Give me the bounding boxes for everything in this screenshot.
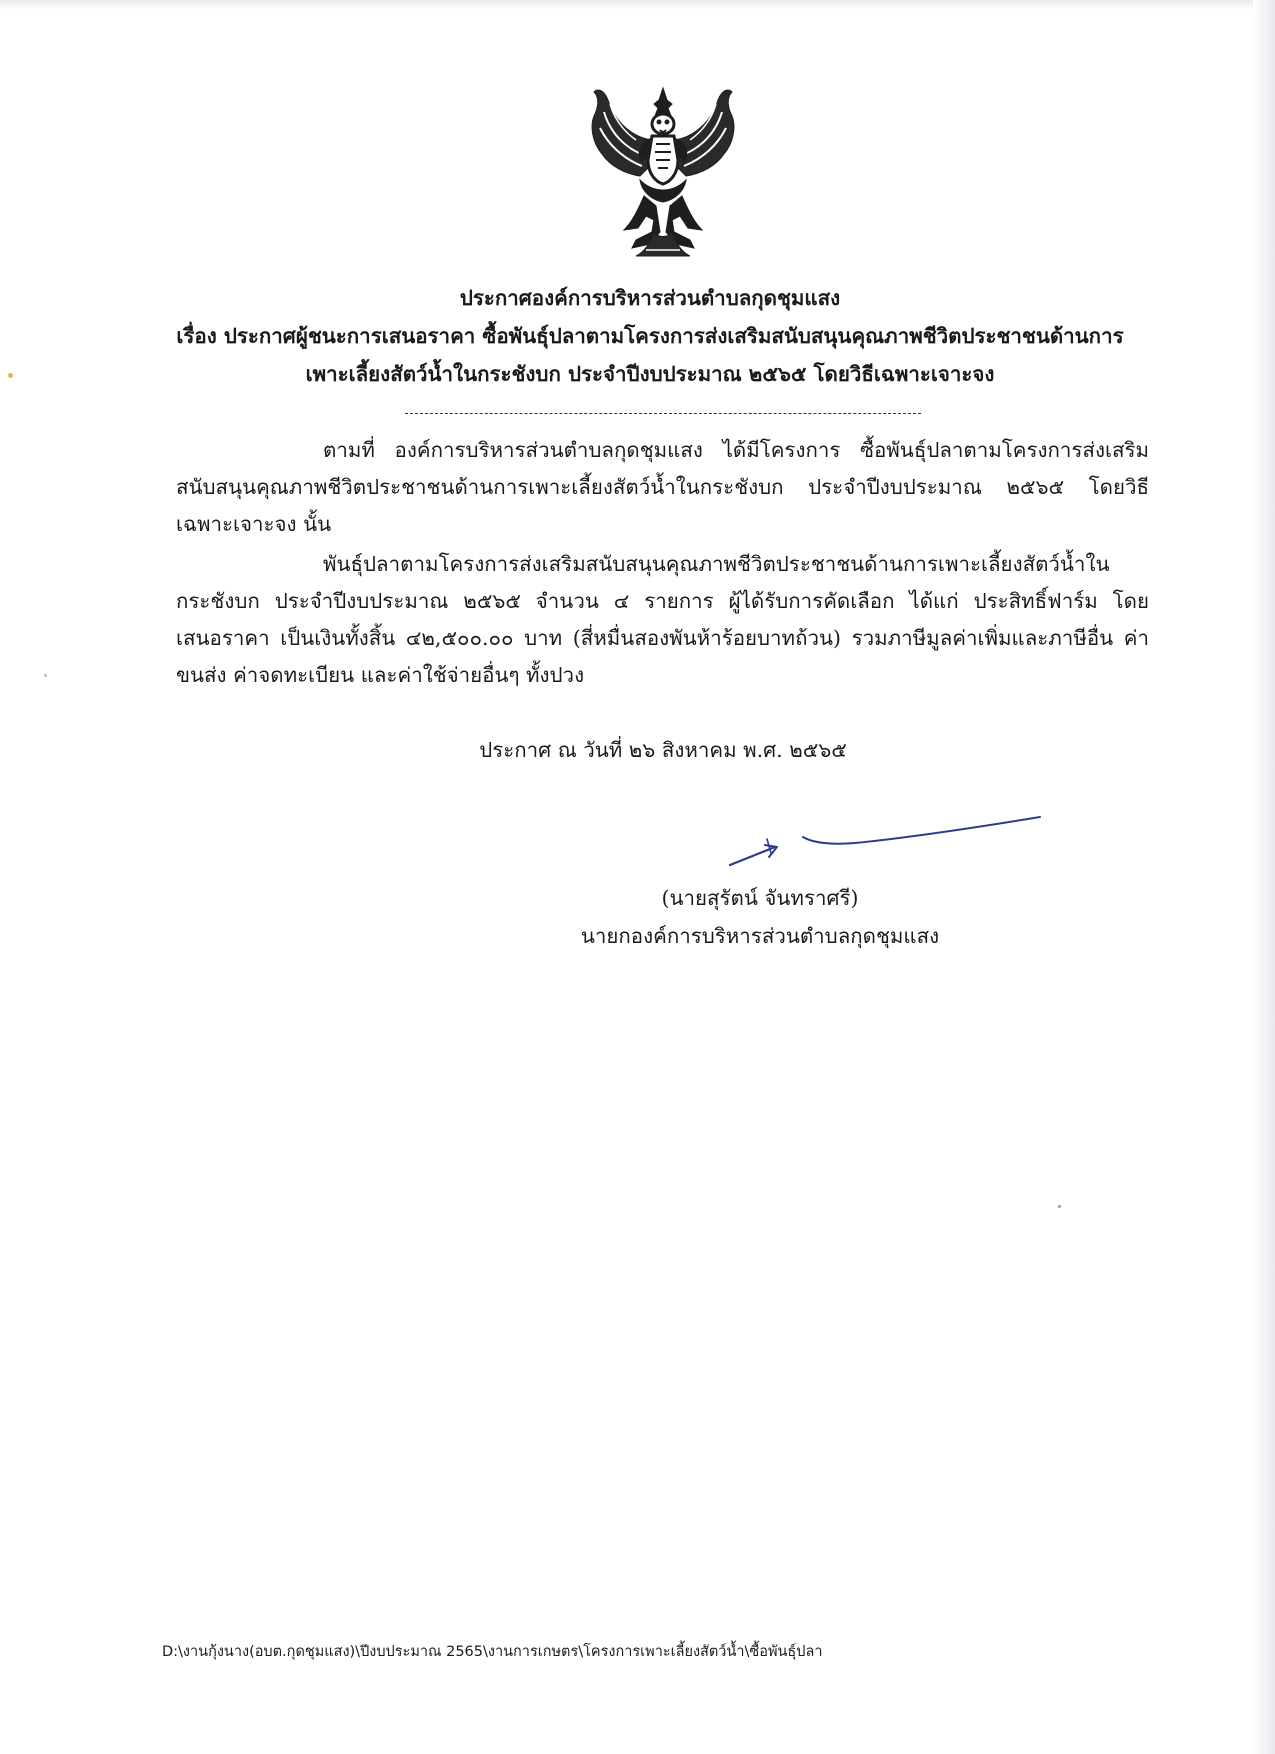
- scan-speck: [44, 674, 47, 677]
- handwritten-signature: [725, 805, 1050, 875]
- dashed-divider: [405, 413, 921, 414]
- announcement-date: ประกาศ ณ วันที่ ๒๖ สิงหาคม พ.ศ. ๒๕๖๕: [479, 738, 847, 762]
- signatory-position: นายกองค์การบริหารส่วนตำบลกุดชุมแสง: [580, 924, 940, 948]
- subject-line-continued: เพาะเลี้ยงสัตว์น้ำในกระชังบก ประจำปีงบประมาณ ๒๕๖๕ โดยวิธีเฉพาะเจาะจง: [305, 362, 995, 386]
- paragraph-1-line-2: สนับสนุนคุณภาพชีวิตประชาชนด้านการเพาะเลี้ยงสัตว์น้ำในกระชังบก ประจำปีงบประมาณ ๒๕๖๕ โดยวิธี: [176, 475, 1149, 499]
- signatory-name: (นายสุรัตน์ จันทราศรี): [661, 886, 859, 910]
- scan-edge-top: [0, 0, 1275, 10]
- scan-edge-right: [1253, 0, 1275, 1754]
- scan-speck: [8, 373, 13, 378]
- paragraph-2-line-2: กระชังบก ประจำปีงบประมาณ ๒๕๖๕ จำนวน ๔ รายการ ผู้ได้รับการคัดเลือก ได้แก่ ประสิทธิ์ฟาร์ม โดย: [176, 589, 1149, 613]
- subject-line: เรื่อง ประกาศผู้ชนะการเสนอราคา ซื้อพันธุ์ปลาตามโครงการส่งเสริมสนับสนุนคุณภาพชีวิตประชาชนด้านการ: [176, 324, 1124, 348]
- paragraph-2-line-1: พันธุ์ปลาตามโครงการส่งเสริมสนับสนุนคุณภาพชีวิตประชาชนด้านการเพาะเลี้ยงสัตว์น้ำใน: [323, 552, 1110, 576]
- scan-speck: [1058, 1205, 1061, 1208]
- paragraph-2-line-4: ขนส่ง ค่าจดทะเบียน และค่าใช้จ่ายอื่นๆ ทั้งปวง: [176, 663, 585, 687]
- footer-file-path: D:\งานกุ้งนาง(อบต.กุดชุมแสง)\ปีงบประมาณ 2565\งานการเกษตร\โครงการเพาะเลี้ยงสัตว์น้ำ\ซื้อพันธุ์ปลา: [162, 1644, 823, 1660]
- garuda-emblem-icon: [580, 82, 746, 260]
- paragraph-1-line-1: ตามที่ องค์การบริหารส่วนตำบลกุดชุมแสง ได้มีโครงการ ซื้อพันธุ์ปลาตามโครงการส่งเสริม: [323, 438, 1149, 462]
- paragraph-2-line-3: เสนอราคา เป็นเงินทั้งสิ้น ๔๒,๕๐๐.๐๐ บาท (สี่หมื่นสองพันห้าร้อยบาทถ้วน) รวมภาษีมูลค่าเพิ่มและภาษีอื่น ค่า: [176, 626, 1149, 650]
- paragraph-1-line-3: เฉพาะเจาะจง นั้น: [176, 512, 332, 536]
- announcement-heading: ประกาศองค์การบริหารส่วนตำบลกุดชุมแสง: [459, 286, 841, 310]
